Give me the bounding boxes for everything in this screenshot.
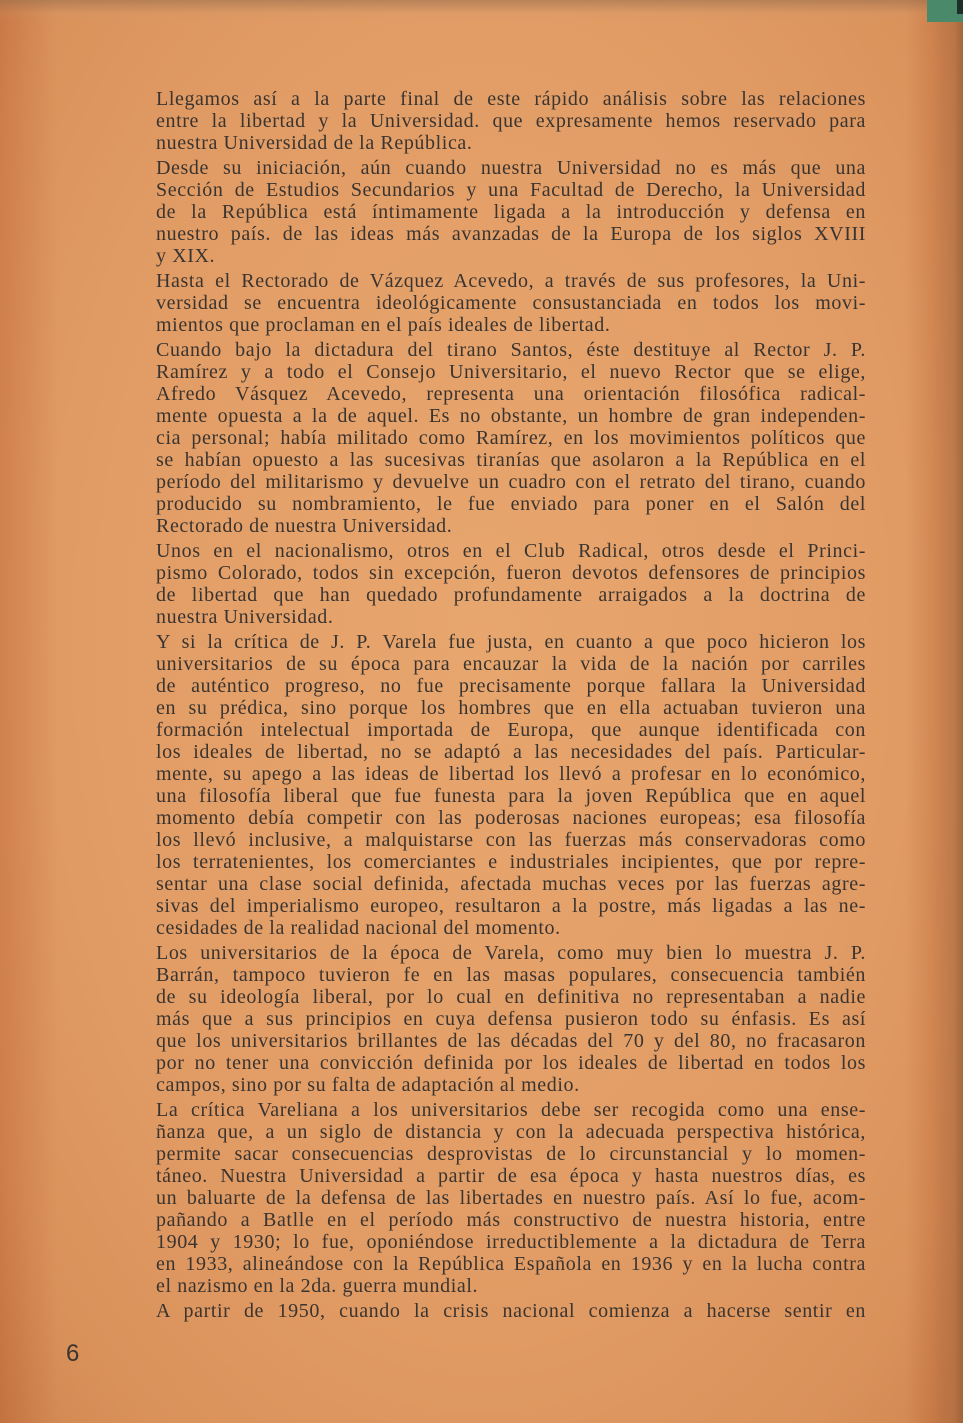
text-line: sivas del imperialismo europeo, resultaron a la postre, más ligadas a las ne-: [156, 895, 866, 917]
text-line: permite sacar consecuencias desprovistas de lo circunstancial y lo momen-: [156, 1143, 866, 1165]
paragraph: [156, 1300, 866, 1322]
text-line: momento debía competir con las poderosas naciones europeas; esa filosofía: [156, 807, 866, 829]
text-line: Los universitarios de la época de Varela, como muy bien lo muestra J. P.: [156, 942, 866, 964]
text-line: por no tener una convicción definida por los ideales de libertad en todos los: [156, 1052, 866, 1074]
text-line: ñanza que, a un siglo de distancia y con la adecuada perspectiva histórica,: [156, 1121, 866, 1143]
text-line: Afredo Vásquez Acevedo, representa una orientación filosófica radical-: [156, 383, 866, 405]
cover-corner-shadow: [957, 0, 963, 14]
text-line: Sección de Estudios Secundarios y una Facultad de Derecho, la Universidad: [156, 179, 866, 201]
text-line: los llevó inclusive, a malquistarse con las fuerzas más conservadoras como: [156, 829, 866, 851]
text-line: Barrán, tampoco tuvieron fe en las masas populares, consecuencia también: [156, 964, 866, 986]
text-line: el nazismo en la 2da. guerra mundial.: [156, 1275, 479, 1297]
text-line: Unos en el nacionalismo, otros en el Club Radical, otros desde el Princi-: [156, 540, 866, 562]
text-line: versidad se encuentra ideológicamente consustanciada en todos los movi-: [156, 292, 866, 314]
text-line: de auténtico progreso, no fue precisamente porque fallara la Universidad: [156, 675, 866, 697]
text-line: La crítica Vareliana a los universitarios debe ser recogida como una ense-: [156, 1099, 866, 1121]
text-line: nuestra Universidad de la República.: [156, 132, 473, 154]
page-right-edge: [933, 0, 963, 1423]
paragraph: [156, 631, 866, 939]
text-line: nuestro país. de las ideas más avanzadas de la Europa de los siglos XVIII: [156, 223, 866, 245]
text-line: sentar una clase social definida, afectada muchas veces por las fuerzas agre-: [156, 873, 866, 895]
text-line: pañando a Batlle en el período más constructivo de nuestra historia, entre: [156, 1209, 866, 1231]
paragraph: [156, 942, 866, 1096]
text-line: mientos que proclaman en el país ideales de libertad.: [156, 314, 611, 336]
text-line: los ideales de libertad, no se adaptó a las necesidades del país. Particular-: [156, 741, 866, 763]
text-line: de su ideología liberal, por lo cual en definitiva no representaban a nadie: [156, 986, 866, 1008]
text-line: entre la libertad y la Universidad. que expresamente hemos reservado para: [156, 110, 866, 132]
text-line: cia personal; había militado como Ramírez, en los movimientos políticos que: [156, 427, 866, 449]
page-number: 6: [66, 1340, 80, 1367]
text-line: formación intelectual importada de Europa, que aunque identificada con: [156, 719, 866, 741]
page-body: [156, 88, 866, 1325]
paragraph: [156, 157, 866, 267]
text-line: Llegamos así a la parte final de este rápido análisis sobre las relaciones: [156, 88, 866, 110]
text-line: Cuando bajo la dictadura del tirano Santos, éste destituye al Rector J. P.: [156, 339, 866, 361]
text-line: Desde su iniciación, aún cuando nuestra Universidad no es más que una: [156, 157, 866, 179]
text-line: más que a sus principios en cuya defensa pusieron todo su énfasis. Es así: [156, 1008, 866, 1030]
text-line: producido su nombramiento, le fue enviado para poner en el Salón del: [156, 493, 866, 515]
text-line: pismo Colorado, todos sin excepción, fueron devotos defensores de principios: [156, 562, 866, 584]
text-line: Rectorado de nuestra Universidad.: [156, 515, 453, 537]
text-line: de libertad que han quedado profundamente arraigados a la doctrina de: [156, 584, 866, 606]
text-line: de la República está íntimamente ligada a la introducción y defensa en: [156, 201, 866, 223]
text-line: campos, sino por su falta de adaptación al medio.: [156, 1074, 580, 1096]
text-line: y XIX.: [156, 245, 216, 267]
paragraph: [156, 88, 866, 154]
text-line: Hasta el Rectorado de Vázquez Acevedo, a través de sus profesores, la Uni-: [156, 270, 866, 292]
text-line: Y si la crítica de J. P. Varela fue justa, en cuanto a que poco hicieron los: [156, 631, 866, 653]
paragraph: [156, 270, 866, 336]
page-top-shadow: [0, 0, 963, 22]
text-line: se habían opuesto a las sucesivas tiranías que asolaron a la República en el: [156, 449, 866, 471]
text-line: un baluarte de la defensa de las libertades en nuestro país. Así lo fue, acom-: [156, 1187, 866, 1209]
text-line: 1904 y 1930; lo fue, oponiéndose irreductiblemente a la dictadura de Terra: [156, 1231, 866, 1253]
text-line: táneo. Nuestra Universidad a partir de esa época y hasta nuestros días, es: [156, 1165, 866, 1187]
text-line: Ramírez y a todo el Consejo Universitario, el nuevo Rector que se elige,: [156, 361, 866, 383]
text-line: cesidades de la realidad nacional del momento.: [156, 917, 561, 939]
text-line: que los universitarios brillantes de las décadas del 70 y del 80, no fracasaron: [156, 1030, 866, 1052]
text-line: una filosofía liberal que fue funesta para la joven República que en aquel: [156, 785, 866, 807]
text-line: A partir de 1950, cuando la crisis nacional comienza a hacerse sentir en: [156, 1300, 866, 1322]
paragraph: [156, 540, 866, 628]
text-line: en 1933, alineándose con la República Española en 1936 y en la lucha contra: [156, 1253, 866, 1275]
text-line: mente, su apego a las ideas de libertad los llevó a profesar en lo económico,: [156, 763, 866, 785]
text-line: en su prédica, sino porque los hombres que en ella actuaban tuvieron una: [156, 697, 866, 719]
paragraph: [156, 1099, 866, 1297]
text-line: mente opuesta a la de aquel. Es no obstante, un hombre de gran independen-: [156, 405, 866, 427]
text-line: período del militarismo y devuelve un cuadro con el retrato del tirano, cuando: [156, 471, 866, 493]
text-line: los terratenientes, los comerciantes e industriales incipientes, que por repre-: [156, 851, 866, 873]
text-line: universitarios de su época para encauzar la vida de la nación por carriles: [156, 653, 866, 675]
text-line: nuestra Universidad.: [156, 606, 334, 628]
paragraph: [156, 339, 866, 537]
